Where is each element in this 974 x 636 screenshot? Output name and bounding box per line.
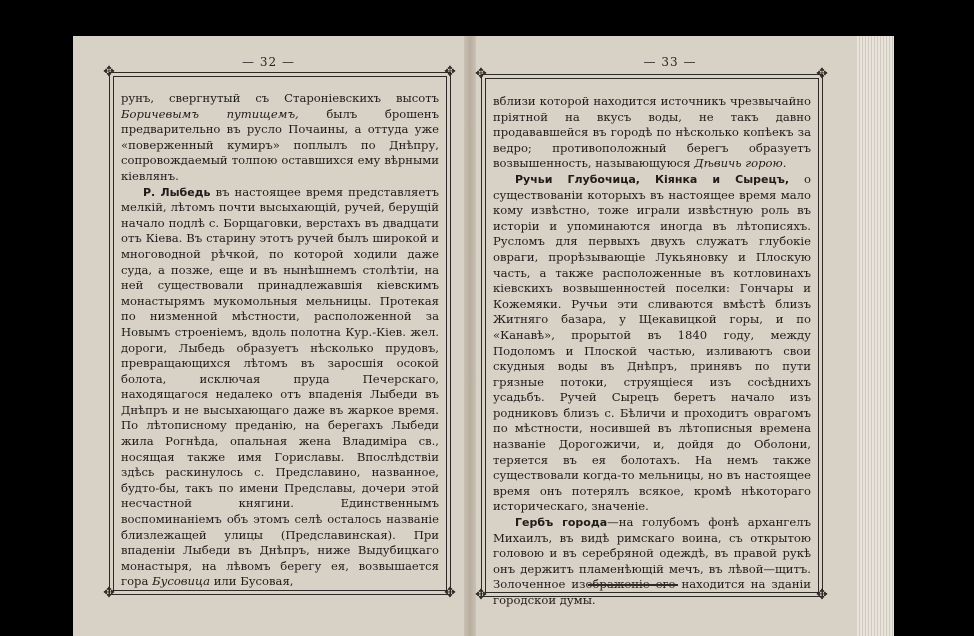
page-text (493, 94, 811, 609)
italic-run: Бусовица (152, 574, 211, 589)
section-heading: Гербъ города (515, 516, 608, 530)
ornament-icon: ✥ (103, 585, 115, 601)
paragraph (493, 172, 811, 515)
end-rule (588, 584, 678, 586)
text-run: —на голубомъ фонѣ архангелъ Михаилъ, въ видѣ римскаго воина, съ открытою головою и въ серебряной одеждѣ, въ правой рукѣ онъ держитъ пламенѣющій мечъ, въ лѣвой—щитъ. Золоченное изображеніе его находится на зданіи городской думы. (493, 515, 811, 607)
text-run: или Бусовая, (210, 574, 294, 589)
section-heading: Р. Лыбедь (143, 185, 211, 199)
paragraph (493, 515, 811, 609)
text-run: о существованіи которыхъ въ настоящее время мало кому извѣстно, тоже играли извѣстную роль въ исторіи и упоминаются иногда въ лѣтописяхъ. Русломъ для первыхъ двухъ служатъ глубокіе овраги, прорѣзывающіе Лукьяновку и Плоскую часть, а также расположенные въ котловинахъ кіевскихъ возвышенностей поселки: Гончары и Кожемяки. Ручьи эти сливаются вмѣстѣ близъ Житняго базара, у Щекавицкой горы, и по «Канавѣ», прорытой въ 1840 году, между Подоломъ и Плоской частью, изливаютъ свои скудныя воды въ Днѣпръ, принявъ по пути грязные потоки, струящіеся изъ сосѣднихъ усадьбъ. Ручей Сырецъ беретъ начало изъ родниковъ близъ с. Бѣличи и проходитъ оврагомъ по мѣстности, носившей въ лѣтописныя времена названіе Дорогожичи, и, дойдя до Оболони, теряется въ ея болотахъ. На немъ также существовали когда-то мельницы, но въ настоящее время онъ потерялъ всякое, кромѣ нѣкотораго историческаго, значеніе. (493, 171, 811, 514)
page-text (121, 91, 439, 590)
ornament-icon: ✥ (444, 64, 456, 80)
italic-run: Боричевымъ путищемъ, (121, 106, 299, 121)
left-page (73, 36, 464, 636)
page-number: — 32 — (242, 55, 295, 69)
text-run: вблизи которой находится источникъ чрезвычайно пріятной на вкусъ воды, не такъ давно продававшейся въ городѣ по нѣсколько копѣекъ за ведро; противоположный берегъ образуетъ возвышенность, называющуюся (493, 94, 811, 171)
right-page (476, 36, 864, 636)
book-gutter (464, 36, 476, 636)
ornament-icon: ✥ (816, 66, 828, 82)
text-run: рунъ, свергнутый съ Староніевскихъ высотъ (121, 91, 439, 105)
text-run: въ настоящее время представляетъ мелкій, лѣтомъ почти высыхающій, ручей, берущій начало подлѣ с. Борщаговки, верстахъ въ двадцати отъ Кіева. Въ старину этотъ ручей былъ широкой и многоводной рѣчкой, по которой ходили даже суда, а позже, еще и въ нынѣшнемъ столѣтіи, на ней существовали принадлежавшія кіевскимъ монастырямъ мукомольныя мельницы. Протекая по низменной мѣстности, расположенной за Новымъ строеніемъ, вдоль полотна Кур.-Кіев. жел. дороги, Лыбедь образуетъ нѣсколько прудовъ, превращающихся лѣтомъ въ заросшія осокой болота, исключая пруда Печерскаго, находящагося недалеко отъ впаденія Лыбеди въ Днѣпръ и не высыхающаго даже въ жаркое время. По лѣтописному преданію, на берегахъ Лыбеди жила Рогнѣда, опальная жена Владиміра св., носящая также имя Гориславы. Впослѣдствіи здѣсь раскинулось с. Предславино, названное, будто-бы, такъ по имени Предславы, дочери этой несчастной княгини. Единственнымъ воспоминаніемъ объ этомъ селѣ осталось названіе близлежащей улицы (Предславинская). При впаденіи Лыбеди въ Днѣпръ, ниже Выдубицкаго монастыря, на лѣвомъ берегу ея, возвышается гора (121, 184, 439, 589)
text-run: былъ брошенъ предварительно въ русло Почаины, а оттуда уже «поверженный кумиръ» поплылъ по Днѣпру, сопровождаемый толпою оставшихся ему вѣрными кіевлянъ. (121, 106, 439, 183)
ornament-icon: ✥ (103, 64, 115, 80)
ornament-icon: ✥ (444, 585, 456, 601)
page-number: — 33 — (643, 55, 697, 69)
paragraph (121, 91, 439, 185)
section-heading: Ручьи Глубочица, Кіянка и Сырецъ, (515, 172, 790, 186)
italic-run: Дѣвичь горою. (694, 156, 787, 171)
paragraph (121, 185, 439, 590)
ornament-icon: ✥ (816, 587, 828, 603)
paragraph (493, 94, 811, 172)
ornament-icon: ✥ (475, 66, 487, 82)
ornament-icon: ✥ (475, 587, 487, 603)
